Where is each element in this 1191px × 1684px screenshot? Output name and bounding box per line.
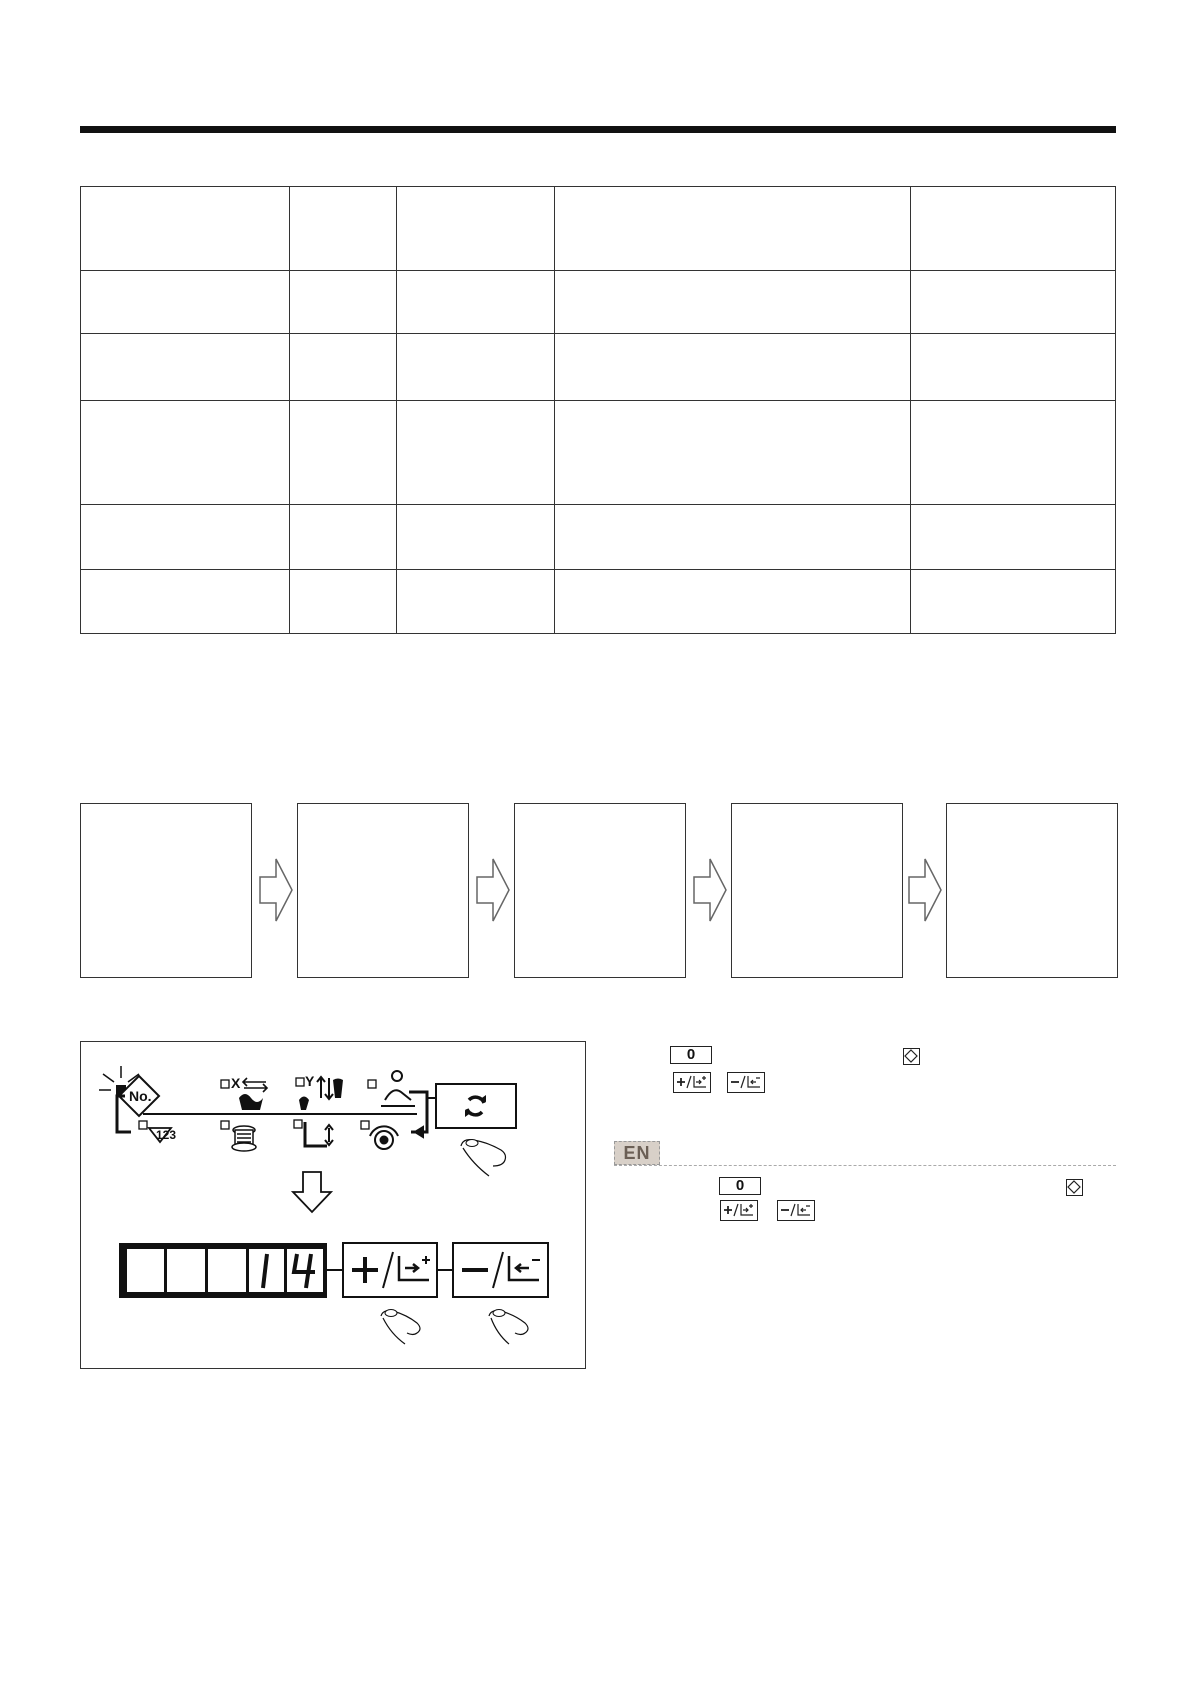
zero-key: 0 — [670, 1046, 712, 1064]
panel-illustration — [81, 1042, 584, 1367]
table-cell — [910, 271, 1115, 334]
table-row — [81, 334, 1116, 401]
table-cell — [397, 505, 555, 570]
table-cell — [910, 334, 1115, 401]
table-cell — [397, 570, 555, 634]
table-cell — [910, 505, 1115, 570]
table-cell — [910, 401, 1115, 505]
arrow-right-icon — [692, 857, 728, 923]
table-cell — [910, 570, 1115, 634]
arrow-right-icon — [258, 857, 294, 923]
select-key-icon — [903, 1048, 920, 1065]
section-divider — [614, 1165, 1116, 1166]
arrow-down-icon — [293, 1172, 331, 1212]
table-cell — [290, 505, 397, 570]
spec-table — [80, 186, 1116, 634]
table-row — [81, 187, 1116, 271]
table-cell — [555, 187, 911, 271]
arrow-right-icon — [907, 857, 943, 923]
operation-panel-figure — [80, 1041, 586, 1369]
process-flow — [80, 803, 1116, 978]
header-rule — [80, 126, 1116, 133]
table-row — [81, 570, 1116, 634]
table-cell — [397, 334, 555, 401]
x-scale-icon: X — [231, 1075, 241, 1091]
presser-height-icon — [305, 1122, 333, 1146]
table-cell — [910, 187, 1115, 271]
zero-key: 0 — [719, 1177, 761, 1195]
table-cell — [397, 271, 555, 334]
table-cell — [81, 505, 290, 570]
flow-step — [946, 803, 1118, 978]
select-key-icon — [1066, 1179, 1083, 1196]
counter-icon — [149, 1128, 176, 1142]
display-value: 14 — [81, 1042, 83, 1043]
y-scale-icon: Y — [305, 1073, 315, 1089]
table-row — [81, 505, 1116, 570]
thread-tension-icon — [370, 1126, 398, 1149]
flow-step — [297, 803, 469, 978]
table-cell — [290, 271, 397, 334]
flow-step — [80, 803, 252, 978]
table-cell — [397, 401, 555, 505]
flow-step — [731, 803, 903, 978]
table-row — [81, 271, 1116, 334]
table-cell — [81, 334, 290, 401]
svg-text:No.: No. — [129, 1088, 152, 1104]
plus-key-icon — [673, 1072, 711, 1093]
table-cell — [81, 271, 290, 334]
table-cell — [290, 334, 397, 401]
table-cell — [290, 570, 397, 634]
table-cell — [555, 271, 911, 334]
plus-key-icon — [720, 1200, 758, 1221]
table-cell — [555, 505, 911, 570]
table-cell — [555, 570, 911, 634]
arrow-right-icon — [475, 857, 511, 923]
sewing-speed-icon — [381, 1071, 415, 1106]
table-cell — [290, 401, 397, 505]
svg-text:123: 123 — [156, 1128, 177, 1142]
minus-key-icon — [727, 1072, 765, 1093]
table-cell — [555, 334, 911, 401]
table-cell — [290, 187, 397, 271]
select-key[interactable] — [436, 1084, 516, 1128]
flow-step — [514, 803, 686, 978]
table-cell — [81, 401, 290, 505]
table-cell — [397, 187, 555, 271]
bobbin-winder-icon — [232, 1126, 256, 1151]
table-cell — [81, 187, 290, 271]
language-badge: EN — [614, 1141, 660, 1165]
table-row — [81, 401, 1116, 505]
table-cell — [555, 401, 911, 505]
minus-key-icon — [777, 1200, 815, 1221]
table-cell — [81, 570, 290, 634]
